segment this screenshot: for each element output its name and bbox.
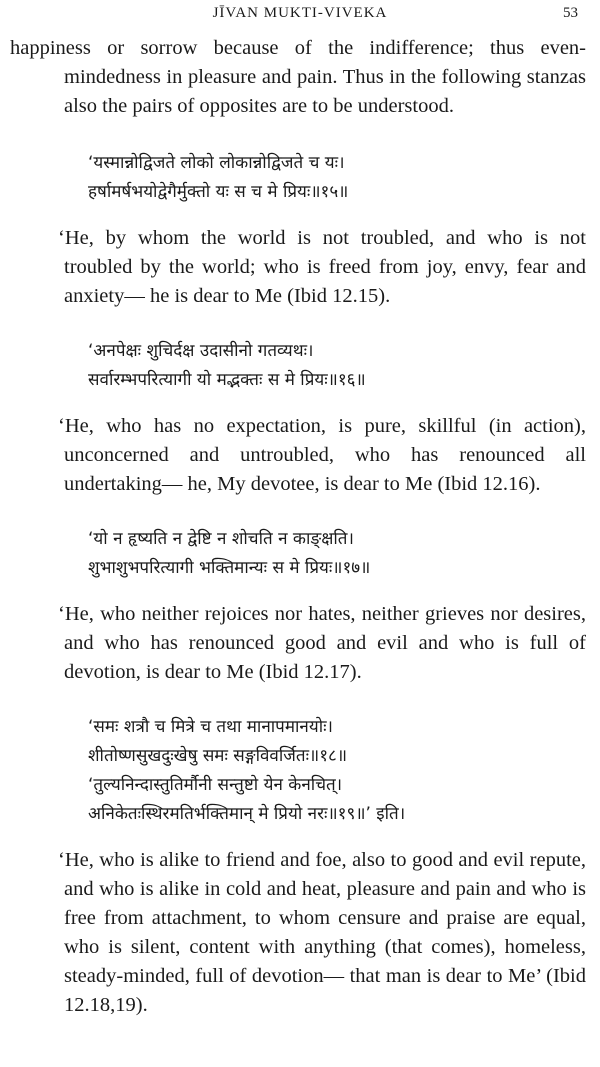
page-header [0, 5, 600, 27]
translation-paragraph: ‘He, who has no expectation, is pure, skillful (in action), unconcerned and untroubled, who has renounced all undertaking— he, My devotee, is dear to Me (Ibid 12.16). [58, 415, 586, 495]
verse-line: ‘यो न हृष्यति न द्वेष्टि न शोचति न काङ्क्षति। [88, 529, 354, 549]
running-title: JĪVAN MUKTI-VIVEKA [212, 5, 388, 21]
verse-block [88, 713, 586, 829]
intro-paragraph: happiness or sorrow because of the indifference; thus even-mindedness in pleasure and pain. Thus in the following stanzas also the pairs of opposites are to be understood. [10, 37, 586, 117]
verse-line: ‘यस्मान्नोद्विजते लोको लोकान्नोद्विजते च यः। [88, 153, 345, 173]
verse-block [88, 337, 586, 395]
verse-line: ‘अनपेक्षः शुचिर्दक्ष उदासीनो गतव्यथः। [88, 341, 314, 361]
page-number: 53 [563, 5, 578, 21]
verse-line: अनिकेतःस्थिरमतिर्भक्तिमान् मे प्रियो नरः॥१९॥’ इति। [88, 804, 406, 824]
verse-line: शुभाशुभपरित्यागी भक्तिमान्यः स मे प्रियः॥१७॥ [88, 558, 371, 578]
verse-line: ‘तुल्यनिन्दास्तुतिर्मौनी सन्तुष्टो येन केनचित्। [88, 775, 343, 795]
verse-line: शीतोष्णसुखदुःखेषु समः सङ्गविवर्जितः॥१८॥ [88, 746, 348, 766]
verse-line: हर्षामर्षभयोद्वेगैर्मुक्तो यः स च मे प्रियः॥१५॥ [88, 182, 349, 202]
page-body [10, 34, 586, 1046]
verse-block [88, 149, 586, 207]
verse-line: ‘समः शत्रौ च मित्रे च तथा मानापमानयोः। [88, 717, 333, 737]
translation-paragraph: ‘He, by whom the world is not troubled, and who is not troubled by the world; who is freed from joy, envy, fear and anxiety— he is dear to Me (Ibid 12.15). [58, 227, 586, 307]
translation-paragraph: ‘He, who neither rejoices nor hates, neither grieves nor desires, and who has renounced good and evil and who is full of devotion, is dear to Me (Ibid 12.17). [58, 603, 586, 683]
verse-line: सर्वारम्भपरित्यागी यो मद्भक्तः स मे प्रियः॥१६॥ [88, 370, 366, 390]
verse-block [88, 525, 586, 583]
translation-paragraph: ‘He, who is alike to friend and foe, also to good and evil repute, and who is alike in cold and heat, pleasure and pain and who is free from attachment, to whom censure and praise are equal, who is silent, content with anything (that comes), homeless, steady-minded, full of devotion— that man is dear to Me’ (Ibid 12.18,19). [58, 849, 586, 1016]
